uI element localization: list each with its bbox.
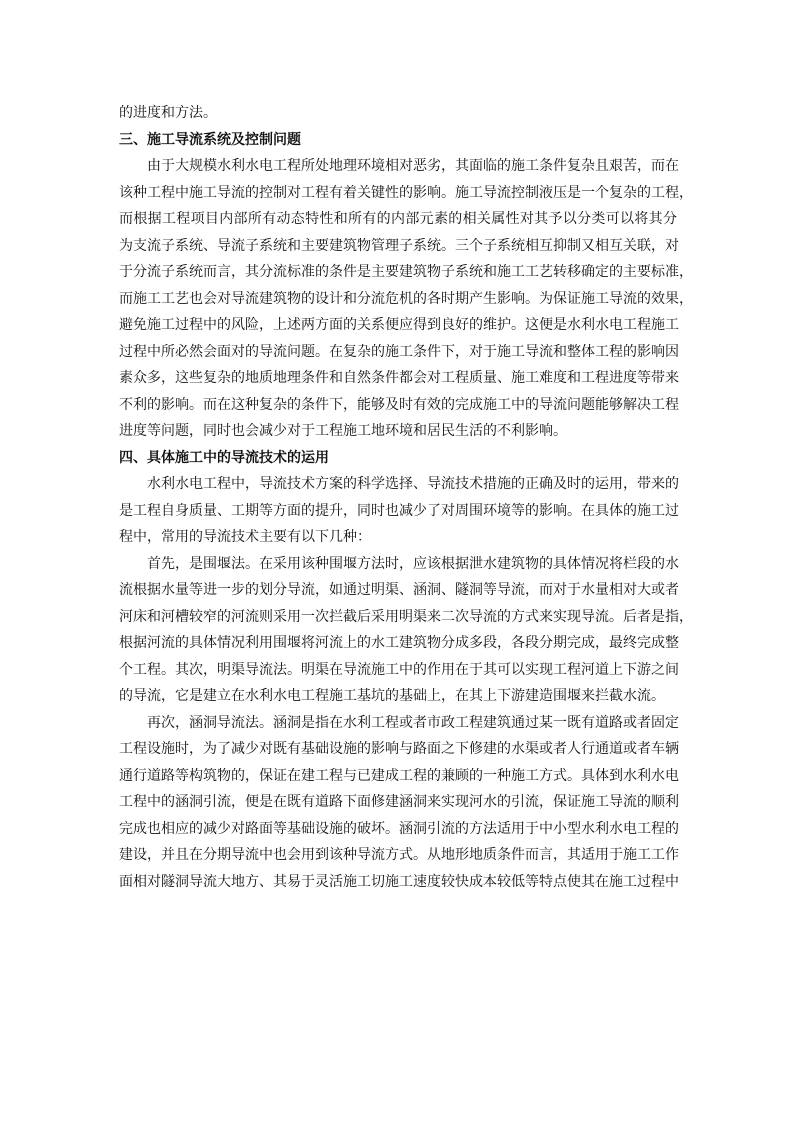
paragraph-line: 再次，涵洞导流法。涵洞是指在水利工程或者市政工程建筑通过某一既有道路或者固定 — [147, 714, 679, 731]
paragraph-line: 程中，常用的导流技术主要有以下几种： — [119, 529, 371, 545]
paragraph-line: 进度等问题，同时也会减少对于工程施工地环境和居民生活的不利影响。 — [119, 423, 567, 439]
paragraph-line: 河床和河槽较窄的河流则采用一次拦截后采用明渠来二次导流的方式来实现导流。后者是指， — [119, 608, 693, 625]
section-4-paragraph-2 — [119, 551, 693, 710]
paragraph-line: 过程中所必然会面对的导流问题。在复杂的施工条件下，对于施工导流和整体工程的影响因 — [119, 343, 679, 360]
paragraph-line: 该种工程中施工导流的控制对工程有着关键性的影响。施工导流控制液压是一个复杂的工程， — [119, 184, 693, 201]
section-3-paragraph — [119, 153, 693, 445]
paragraph-line: 完成也相应的减少对路面等基础设施的破坏。涵洞引流的方法适用于中小型水利水电工程的 — [119, 820, 679, 837]
paragraph-line: 避免施工过程中的风险，上述两方面的关系便应得到良好的维护。这便是水利水电工程施工 — [119, 317, 679, 333]
paragraph-line: 通行道路等构筑物的，保证在建工程与已建成工程的兼顾的一种施工方式。具体到水利水电 — [119, 767, 679, 784]
paragraph-line: 的导流，它是建立在水利水电工程施工基坑的基础上，在其上下游建造围堰来拦截水流。 — [119, 688, 665, 704]
paragraph-line: 首先，是围堰法。在采用该种围堰方法时，应该根据泄水建筑物的具体情况将栏段的水 — [147, 555, 679, 572]
paragraph-line: 不利的影响。而在这种复杂的条件下，能够及时有效的完成施工中的导流问题能够解决工程 — [119, 396, 679, 413]
paragraph-line: 素众多，这些复杂的地质地理条件和自然条件都会对工程质量、施工难度和工程进度等带来 — [119, 370, 679, 386]
paragraph-line: 由于大规模水利水电工程所处地理环境相对恶劣，其面临的施工条件复杂且艰苦，而在 — [147, 158, 679, 174]
paragraph-line: 于分流子系统而言，其分流标准的条件是主要建筑物子系统和施工工艺转移确定的主要标准， — [119, 264, 693, 280]
section-4-paragraph-3 — [119, 710, 677, 896]
paragraph-line: 水利水电工程中，导流技术方案的科学选择、导流技术措施的正确及时的运用，带来的 — [147, 476, 679, 492]
intro-tail-line: 的进度和方法。 — [119, 105, 217, 121]
section-3-heading: 三、施工导流系统及控制问题 — [119, 131, 301, 148]
paragraph-line: 流根据水量等进一步的划分导流，如通过明渠、涵洞、隧洞等导流，而对于水量相对大或者 — [119, 582, 679, 598]
paragraph-line: 面相对隧洞导流大地方、其易于灵活施工切施工速度较快成本较低等特点使其在施工过程中 — [119, 873, 679, 890]
section-4-paragraph-1 — [119, 471, 677, 551]
paragraph-line: 个工程。其次，明渠导流法。明渠在导流施工中的作用在于其可以实现工程河道上下游之间 — [119, 661, 679, 678]
document-page — [119, 100, 693, 895]
paragraph-line: 而根据工程项目内部所有动态特性和所有的内部元素的相关属性对其予以分类可以将其分 — [119, 211, 677, 227]
paragraph-line: 而施工工艺也会对导流建筑物的设计和分流危机的各时期产生影响。为保证施工导流的效果， — [119, 290, 693, 307]
section-4-heading: 四、具体施工中的导流技术的运用 — [119, 449, 329, 466]
paragraph-line: 是工程自身质量、工期等方面的提升，同时也减少了对周围环境等的影响。在具体的施工过 — [119, 502, 679, 519]
paragraph-line: 工程中的涵洞引流，便是在既有道路下面修建涵洞来实现河水的引流，保证施工导流的顺利 — [119, 794, 679, 810]
paragraph-line: 根据河流的具体情况利用围堰将河流上的水工建筑物分成多段，各段分期完成，最终完成整 — [119, 635, 679, 651]
paragraph-line: 为支流子系统、导流子系统和主要建筑物管理子系统。三个子系统相互抑制又相互关联，对 — [119, 237, 679, 254]
paragraph-line: 建设，并且在分期导流中也会用到该种导流方式。从地形地质条件而言，其适用于施工工作 — [119, 847, 679, 863]
paragraph-line: 工程设施时，为了减少对既有基础设施的影响与路面之下修建的水渠或者人行通道或者车辆 — [119, 741, 679, 757]
